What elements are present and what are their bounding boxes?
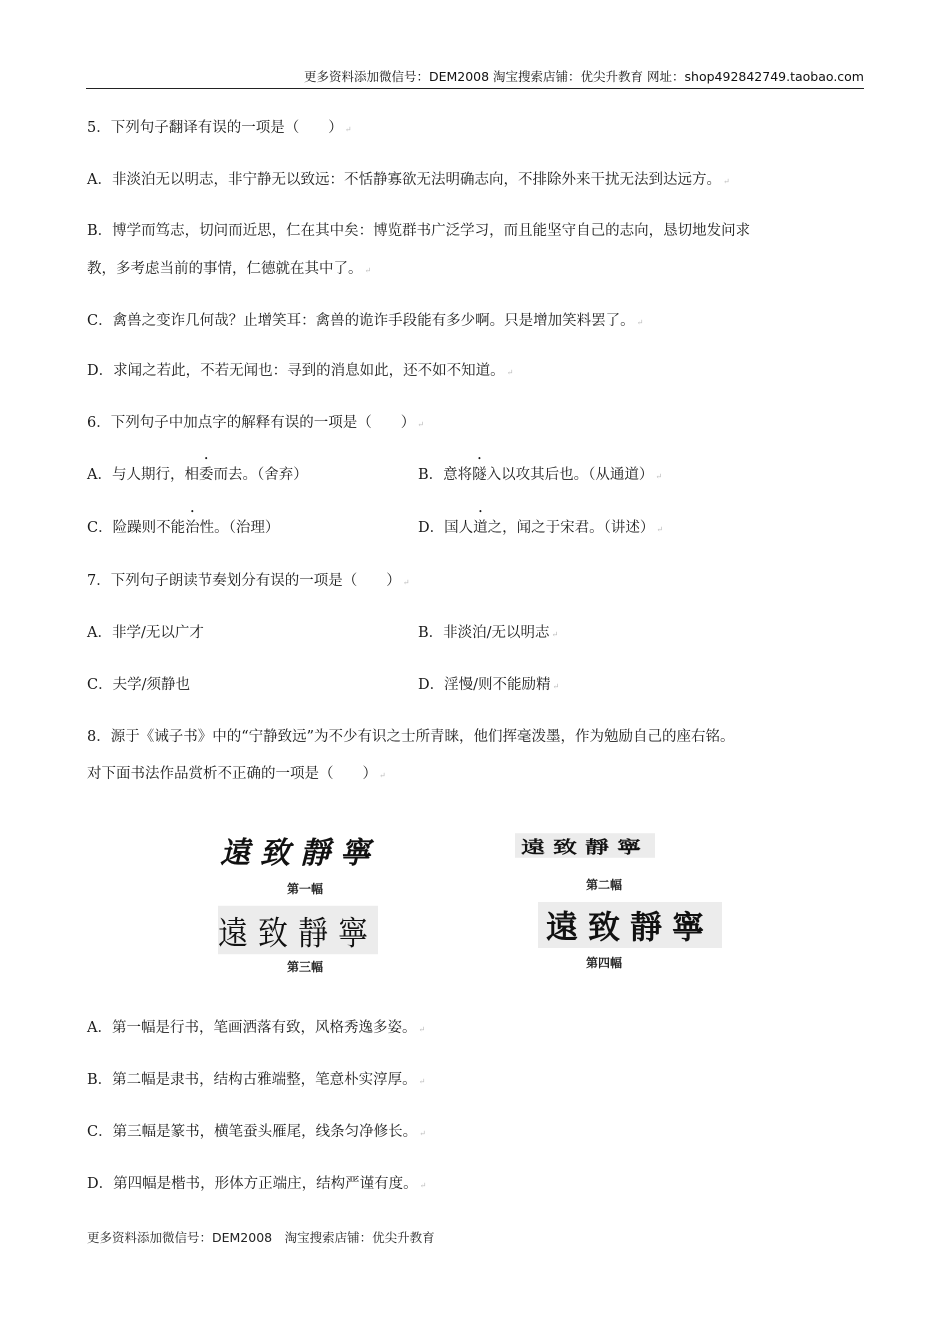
page-footer: 更多资料添加微信号：DEM2008 淘宝搜索店铺：优尖升教育 [87,1230,435,1245]
q6-option-d: D．国人道之，闻之于宋君。（讲述） ↵ [418,520,664,536]
q7-option-a: A．非学/无以广才 [87,625,204,641]
q8-option-a: A．第一幅是行书，笔画洒落有致，风格秀逸多姿。 ↵ [87,1020,426,1036]
dotted-char: 道 [473,520,488,536]
q5-option-d: D．求闻之若此，不若无闻也：寻到的消息如此，还不如不知道。 ↵ [87,363,514,379]
calligraphy-work-3: 遠致靜寧 [218,906,378,954]
q6-option-a: A．与人期行，相委而去。（舍弃） [87,467,308,483]
q8-option-d: D．第四幅是楷书，形体方正端庄，结构严谨有度。 ↵ [87,1176,427,1192]
q7-stem: 7．下列句子朗读节奏划分有误的一项是（ ） ↵ [87,573,410,589]
q8-stem-line2: 对下面书法作品赏析不正确的一项是（ ） ↵ [87,766,386,782]
caption-work-1: 第一幅 [287,882,324,896]
caption-work-2: 第二幅 [586,878,623,892]
dotted-char: 治 [185,520,200,536]
q8-stem-line1: 8．源于《诫子书》中的“宁静致远”为不少有识之士所青睐，他们挥毫泼墨，作为勉励自己的座右铭。 [87,729,735,745]
q8-option-b: B．第二幅是隶书，结构古雅端整，笔意朴实淳厚。 ↵ [87,1072,426,1088]
page-header: 更多资料添加微信号：DEM2008 淘宝搜索店铺：优尖升教育 网址：shop492842749.taobao.com [86,68,864,89]
q6-option-b: B．意将隧入以攻其后也。（从通道） ↵ [418,467,663,483]
q7-option-b: B．非淡泊/无以明志 ↵ [418,625,559,641]
caption-work-4: 第四幅 [586,956,623,970]
q6-option-c: C．险躁则不能治性。（治理） [87,520,280,536]
q5-stem: 5．下列句子翻译有误的一项是（ ） ↵ [87,120,352,136]
q5-option-c: C．禽兽之变诈几何哉？止增笑耳：禽兽的诡诈手段能有多少啊。只是增加笑料罢了。 ↵ [87,313,644,329]
calligraphy-work-2: 遠致靜寧 [515,833,655,858]
q5-option-a: A．非淡泊无以明志，非宁静无以致远：不恬静寡欲无法明确志向，不排除外来干扰无法到达远方。 ↵ [87,172,730,188]
dotted-char: 委 [198,467,214,483]
calligraphy-work-1: 遠致靜寧 [220,836,380,871]
q6-stem: 6．下列句子中加点字的解释有误的一项是（ ） ↵ [87,415,424,431]
q7-option-d: D．淫慢/则不能励精 ↵ [418,677,560,693]
caption-work-3: 第三幅 [287,960,324,974]
q7-option-c: C．夫学/须静也 [87,677,190,693]
q8-option-c: C．第三幅是篆书，横笔蚕头雁尾，线条匀净修长。 ↵ [87,1124,426,1140]
q5-option-b: B．博学而笃志，切问而近思，仁在其中矣：博览群书广泛学习，而且能坚守自己的志向，恳切地发问求 [87,223,751,239]
q5-option-b-cont: 教，多考虑当前的事情，仁德就在其中了。 ↵ [87,261,372,277]
calligraphy-work-4: 遠致靜寧 [538,902,722,948]
dotted-char: 隧 [472,467,487,483]
